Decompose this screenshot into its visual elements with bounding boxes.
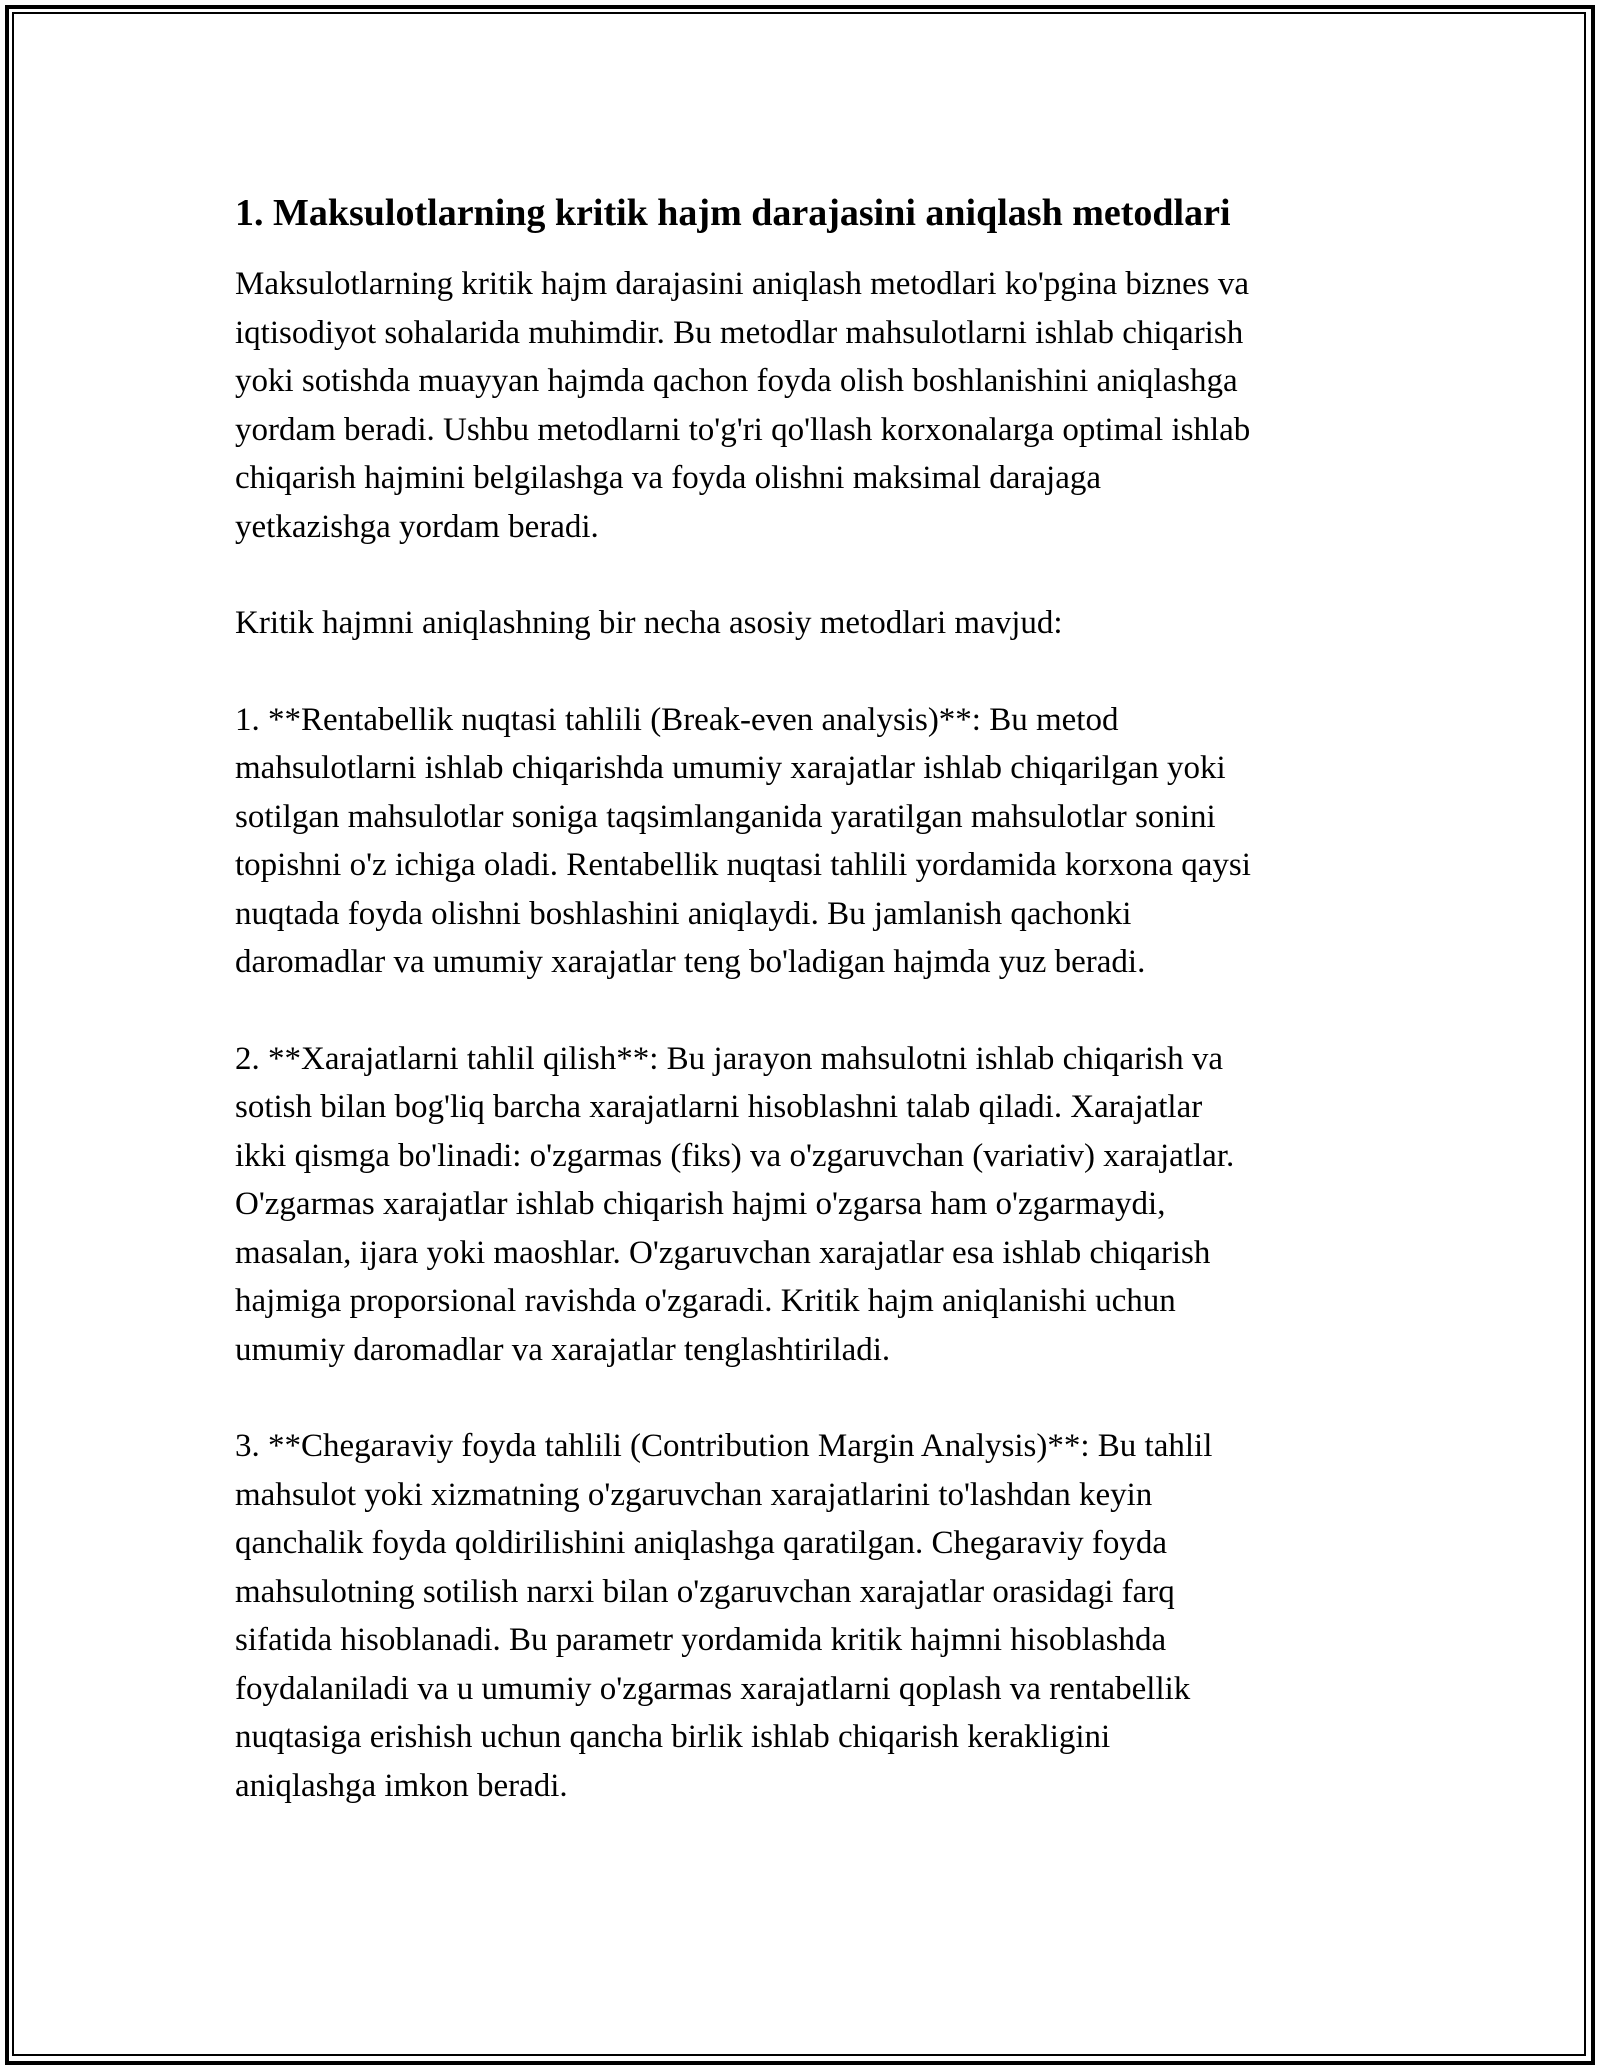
document-title: 1. Maksulotlarning kritik hajm darajasini aniqlash metodlari xyxy=(235,192,1231,234)
method-2-paragraph: 2. **Xarajatlarni tahlil qilish**: Bu jarayon mahsulotni ishlab chiqarish va sotish bilan bog'liq barcha xarajatlarni hisoblashni talab qiladi. Xarajatlar ikki qismga bo'linadi: o'zgarmas (fiks) va o'zgaruvchan (variativ) xarajatlar. O'zgarmas xarajatlar ishlab chiqarish hajmi o'zgarsa ham o'zgarmaydi, masalan, ijara yoki maoshlar. O'zgaruvchan xarajatlar esa ishlab chiqarish hajmiga proporsional ravishda o'zgaradi. Kritik hajm aniqlanishi uchun umumiy daromadlar va xarajatlar tenglashtiriladi. xyxy=(235,1040,1235,1368)
method-1-paragraph: 1. **Rentabellik nuqtasi tahlili (Break-even analysis)**: Bu metod mahsulotlarni ishlab chiqarishda umumiy xarajatlar ishlab chiqarilgan yoki sotilgan mahsulotlar soniga taqsimlanganida yaratilgan mahsulotlar sonini topishni o'z ichiga oladi. Rentabellik nuqtasi tahlili yordamida korxona qaysi nuqtada foyda olishni boshlashini aniqlaydi. Bu jamlanish qachonki daromadlar va umumiy xarajatlar teng bo'ladigan hajmda yuz beradi. xyxy=(235,701,1251,980)
intro-paragraph: Maksulotlarning kritik hajm darajasini aniqlash metodlari ko'pgina biznes va iqtisodiyot sohalarida muhimdir. Bu metodlar mahsulotlarni ishlab chiqarish yoki sotishda muayyan hajmda qachon foyda olish boshlanishini aniqlashga yordam beradi. Ushbu metodlarni to'g'ri qo'llash korxonalarga optimal ishlab chiqarish hajmini belgilashga va foyda olishni maksimal darajaga yetkazishga yordam beradi. xyxy=(235,266,1251,545)
methods-intro-paragraph: Kritik hajmni aniqlashning bir necha asosiy metodlari mavjud: xyxy=(235,605,1063,641)
document-body xyxy=(235,186,1385,1810)
method-3-paragraph: 3. **Chegaraviy foyda tahlili (Contribution Margin Analysis)**: Bu tahlil mahsulot yoki xizmatning o'zgaruvchan xarajatlarini to'lashdan keyin qanchalik foyda qoldirilishini aniqlashga qaratilgan. Chegaraviy foyda mahsulotning sotilish narxi bilan o'zgaruvchan xarajatlar orasidagi farq sifatida hisoblanadi. Bu parametr yordamida kritik hajmni hisoblashda foydalaniladi va u umumiy o'zgarmas xarajatlarni qoplash va rentabellik nuqtasiga erishish uchun qancha birlik ishlab chiqarish kerakligini aniqlashga imkon beradi. xyxy=(235,1428,1213,1804)
